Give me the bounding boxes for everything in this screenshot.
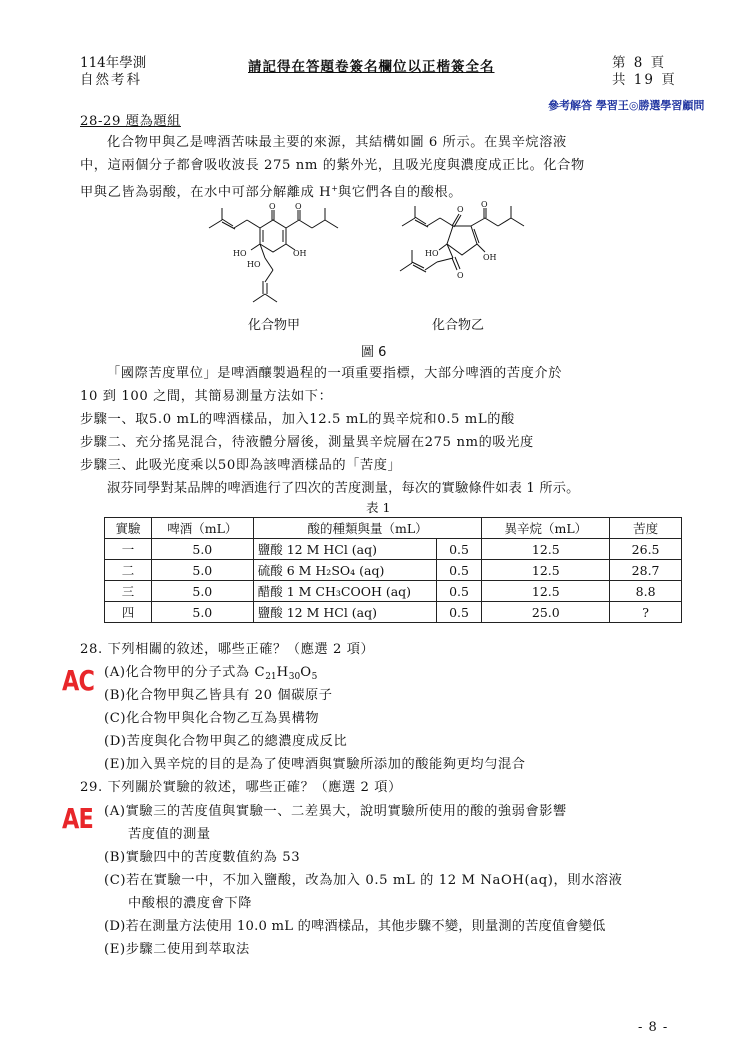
figure-caption: 圖 6	[361, 345, 387, 360]
cell-beer: 5.0	[151, 581, 253, 602]
experiment-table	[104, 517, 682, 623]
atom-o: O	[269, 202, 276, 211]
q28-option-e: (E)加入異辛烷的目的是為了使啤酒與實驗所添加的酸能夠更均勻混合	[104, 757, 526, 772]
table-row	[105, 560, 682, 581]
intro-line-3-text: 甲與乙皆為弱酸，在水中可部分解離成 H	[80, 185, 332, 200]
atom-ho: HO	[425, 249, 439, 258]
method-line-1: 「國際苦度單位」是啤酒釀製過程的一項重要指標，大部分啤酒的苦度介於	[107, 366, 562, 381]
page-number-label: 第 8 頁	[612, 55, 667, 71]
cell-acid-vol: 0.5	[436, 560, 482, 581]
intro-line-3-text-end: 與它們各自的酸根。	[337, 185, 463, 200]
table-row	[105, 539, 682, 560]
reference-answer-tag: 參考解答 學習王◎勝選學習顧問	[548, 99, 705, 112]
method-step-2: 步驟二、充分搖晃混合，待液體分層後，測量異辛烷層在275 nm的吸光度	[80, 435, 534, 450]
q29-option-a-line2: 苦度值的測量	[128, 827, 211, 842]
atom-ho: HO	[233, 249, 247, 258]
cell-exp: 二	[105, 560, 152, 581]
cell-exp: 四	[105, 602, 152, 623]
q29-option-c-line1: (C)若在實驗一中，不加入鹽酸，改為加入 0.5 mL 的 12 M NaOH(aq)，則水溶液	[104, 873, 623, 888]
atom-oh: OH	[483, 253, 497, 262]
cell-bitterness: 28.7	[610, 560, 682, 581]
cell-bitterness: ?	[610, 602, 682, 623]
method-step-3: 步驟三、此吸光度乘以50即為該啤酒樣品的「苦度」	[80, 458, 402, 473]
atom-oh: OH	[293, 249, 307, 258]
q29-answer-mark: AE	[62, 802, 94, 835]
q29-option-e: (E)步驟二使用到萃取法	[104, 942, 250, 957]
compound-b-label: 化合物乙	[432, 318, 485, 333]
method-line-3: 淑芬同學對某品牌的啤酒進行了四次的苦度測量，每次的實驗條件如表 1 所示。	[107, 481, 580, 496]
subscript: 5	[311, 672, 318, 682]
compound-a-label: 化合物甲	[248, 318, 301, 333]
intro-line-1: 化合物甲與乙是啤酒苦味最主要的來源，其結構如圖 6 所示。在異辛烷溶液	[107, 135, 567, 150]
cell-isooctane: 12.5	[482, 539, 610, 560]
option-text: (A)化合物甲的分子式為 C	[104, 665, 266, 680]
h-plus-superscript: +	[331, 184, 338, 193]
cell-isooctane: 12.5	[482, 560, 610, 581]
table-caption: 表 1	[366, 500, 391, 515]
exam-subject: 自然考科	[80, 72, 142, 88]
table-header-row	[105, 518, 682, 539]
table-row	[105, 581, 682, 602]
cell-beer: 5.0	[151, 539, 253, 560]
cell-bitterness: 26.5	[610, 539, 682, 560]
cell-acid-vol: 0.5	[436, 581, 482, 602]
cell-exp: 一	[105, 539, 152, 560]
cell-acid-vol: 0.5	[436, 539, 482, 560]
header-cell: 實驗	[105, 518, 152, 539]
method-step-1: 步驟一、取5.0 mL的啤酒樣品，加入12.5 mL的異辛烷和0.5 mL的酸	[80, 412, 515, 427]
atom-o: O	[295, 202, 302, 211]
option-text: O	[300, 665, 312, 680]
cell-acid-name: 醋酸 1 M CH₃COOH (aq)	[253, 581, 436, 602]
q28-answer-mark: AC	[62, 664, 95, 697]
cell-acid-name: 鹽酸 12 M HCl (aq)	[253, 602, 436, 623]
q29-stem: 29. 下列關於實驗的敘述，哪些正確？（應選 2 項）	[80, 780, 402, 795]
cell-beer: 5.0	[151, 560, 253, 581]
table-row	[105, 602, 682, 623]
total-pages-label: 共 19 頁	[612, 72, 677, 88]
atom-ho: HO	[247, 260, 261, 269]
header-cell: 苦度	[610, 518, 682, 539]
atom-o: O	[481, 200, 488, 209]
q29-option-b: (B)實驗四中的苦度數值約為 53	[104, 850, 301, 865]
group-title: 28-29 題為題組	[80, 114, 181, 129]
header-cell: 啤酒（mL）	[151, 518, 253, 539]
exam-year: 114年學測	[80, 55, 147, 71]
subscript: 30	[288, 672, 301, 682]
compound-a-structure	[195, 200, 365, 315]
q28-stem: 28. 下列相關的敘述，哪些正確？（應選 2 項）	[80, 642, 375, 657]
option-text: H	[276, 665, 289, 680]
q29-option-a-line1: (A)實驗三的苦度值與實驗一、二差異大，說明實驗所使用的酸的強弱會影響	[104, 804, 567, 819]
intro-line-2: 中，這兩個分子都會吸收波長 275 nm 的紫外光，且吸光度與濃度成正比。化合物	[80, 158, 585, 173]
signature-reminder-banner: 請記得在答題卷簽名欄位以正楷簽全名	[248, 59, 495, 75]
compound-b-structure	[385, 200, 545, 310]
q28-option-c: (C)化合物甲與化合物乙互為異構物	[104, 711, 320, 726]
q28-option-b: (B)化合物甲與乙皆具有 20 個碳原子	[104, 688, 333, 703]
cell-isooctane: 25.0	[482, 602, 610, 623]
cell-beer: 5.0	[151, 602, 253, 623]
header-cell: 酸的種類與量（mL）	[253, 518, 482, 539]
subscript: 21	[265, 672, 277, 682]
cell-acid-name: 硫酸 6 M H₂SO₄ (aq)	[253, 560, 436, 581]
atom-o: O	[457, 205, 464, 214]
page-footer: - 8 -	[638, 1020, 669, 1035]
method-line-2: 10 到 100 之間，其簡易測量方法如下：	[80, 389, 333, 404]
q29-option-c-line2: 中酸根的濃度會下降	[128, 896, 253, 911]
atom-o: O	[457, 271, 464, 280]
cell-exp: 三	[105, 581, 152, 602]
header-cell: 異辛烷（mL）	[482, 518, 610, 539]
q29-option-d: (D)若在測量方法使用 10.0 mL 的啤酒樣品，其他步驟不變，則量測的苦度值會變低	[104, 919, 606, 934]
cell-acid-vol: 0.5	[436, 602, 482, 623]
q28-option-d: (D)苦度與化合物甲與乙的總濃度成反比	[104, 734, 348, 749]
cell-isooctane: 12.5	[482, 581, 610, 602]
cell-bitterness: 8.8	[610, 581, 682, 602]
cell-acid-name: 鹽酸 12 M HCl (aq)	[253, 539, 436, 560]
